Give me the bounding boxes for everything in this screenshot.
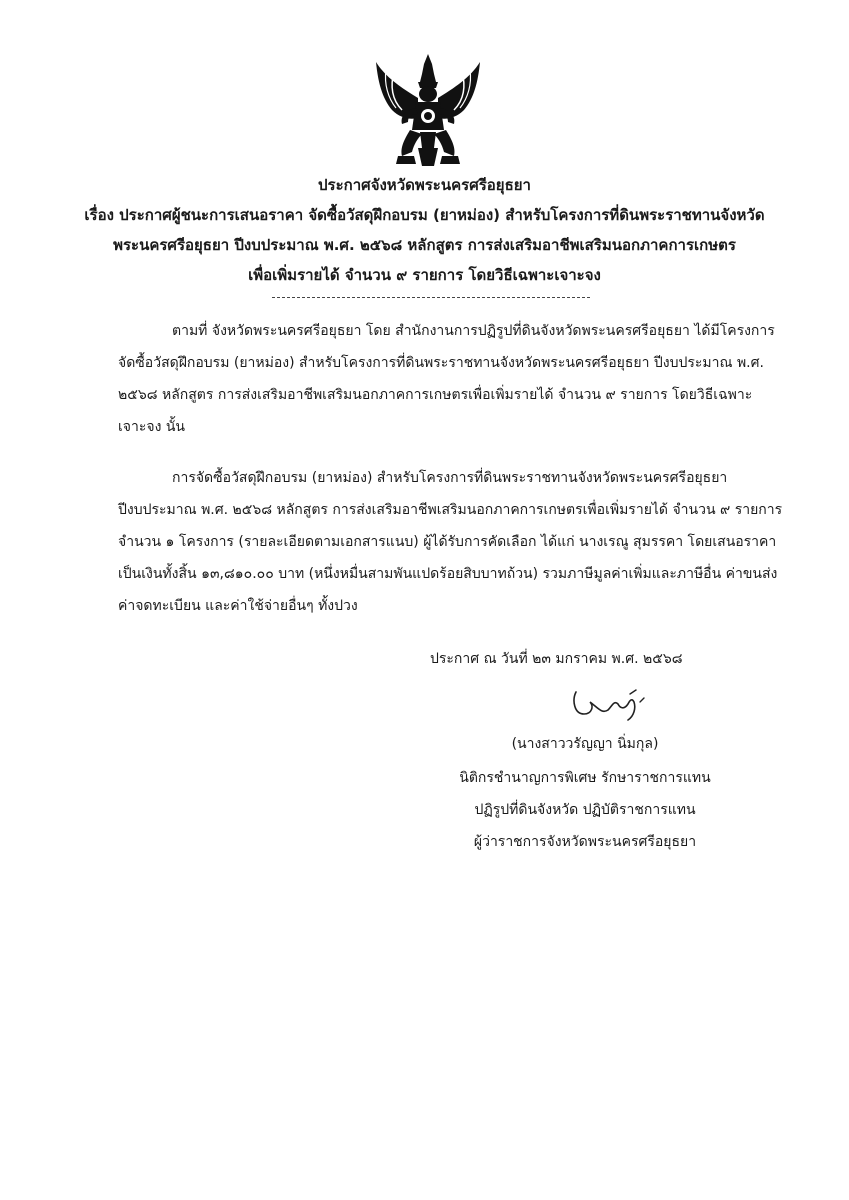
announcement-title: ประกาศจังหวัดพระนครศรีอยุธยา (318, 176, 531, 194)
signatory-position-3: ผู้ว่าราชการจังหวัดพระนครศรีอยุธยา (473, 834, 697, 850)
signatory-position-1: นิติกรชำนาญการพิเศษ รักษาราชการแทน (459, 770, 711, 786)
signature-image (570, 684, 650, 724)
signatory-name: (นางสาววรัญญา นิ่มกุล) (511, 736, 659, 752)
announcement-date: ประกาศ ณ วันที่ ๒๓ มกราคม พ.ศ. ๒๕๖๘ (430, 651, 683, 667)
subject-line-2: พระนครศรีอยุธยา ปีงบประมาณ พ.ศ. ๒๕๖๘ หลักสูตร การส่งเสริมอาชีพเสริมนอกภาคการเกษตร (113, 236, 736, 254)
paragraph-1-line-3: ๒๕๖๘ หลักสูตร การส่งเสริมอาชีพเสริมนอกภาคการเกษตรเพื่อเพิ่มรายได้ จำนวน ๙ รายการ โดยวิธีเฉพาะ (118, 387, 753, 403)
paragraph-1-line-2: จัดซื้อวัสดุฝึกอบรม (ยาหม่อง) สำหรับโครงการที่ดินพระราชทานจังหวัดพระนครศรีอยุธยา ปีงบประมาณ พ.ศ. (118, 355, 764, 371)
garuda-emblem-icon (372, 52, 484, 170)
heading-divider (272, 297, 590, 298)
paragraph-2-line-2: ปีงบประมาณ พ.ศ. ๒๕๖๘ หลักสูตร การส่งเสริมอาชีพเสริมนอกภาคการเกษตรเพื่อเพิ่มรายได้ จำนวน ๙ รายการ (118, 502, 783, 518)
paragraph-1-line-1: ตามที่ จังหวัดพระนครศรีอยุธยา โดย สำนักงานการปฏิรูปที่ดินจังหวัดพระนครศรีอยุธยา ได้มีโครงการ (172, 323, 775, 339)
paragraph-2-line-3: จำนวน ๑ โครงการ (รายละเอียดตามเอกสารแนบ) ผู้ได้รับการคัดเลือก ได้แก่ นางเรณู สุมรรคา โดยเสนอราคา (118, 534, 777, 550)
paragraph-1-line-4: เจาะจง นั้น (118, 419, 185, 435)
signatory-position-2: ปฏิรูปที่ดินจังหวัด ปฏิบัติราชการแทน (474, 802, 696, 818)
subject-line-3: เพื่อเพิ่มรายได้ จำนวน ๙ รายการ โดยวิธีเฉพาะเจาะจง (248, 266, 601, 284)
subject-line-1: เรื่อง ประกาศผู้ชนะการเสนอราคา จัดซื้อวัสดุฝึกอบรม (ยาหม่อง) สำหรับโครงการที่ดินพระราชทานจังหวัด (84, 206, 765, 224)
paragraph-2-line-4: เป็นเงินทั้งสิ้น ๑๓,๘๑๐.๐๐ บาท (หนึ่งหมื่นสามพันแปดร้อยสิบบาทถ้วน) รวมภาษีมูลค่าเพิ่มและภาษีอื่น ค่าขนส่ง (118, 566, 778, 582)
paragraph-2-line-5: ค่าจดทะเบียน และค่าใช้จ่ายอื่นๆ ทั้งปวง (118, 598, 358, 614)
paragraph-2-line-1: การจัดซื้อวัสดุฝึกอบรม (ยาหม่อง) สำหรับโครงการที่ดินพระราชทานจังหวัดพระนครศรีอยุธยา (172, 470, 728, 486)
